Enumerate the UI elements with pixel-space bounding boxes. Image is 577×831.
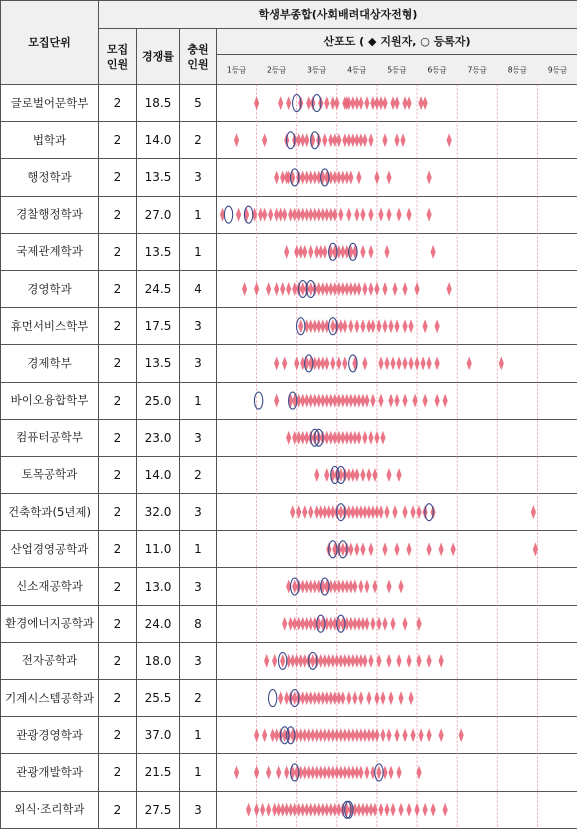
table-row (1, 382, 577, 419)
seats-value: 2 (99, 159, 137, 196)
fill-value: 1 (180, 754, 217, 791)
grade-label: 4등급 (347, 65, 367, 75)
seats-value: 2 (99, 791, 137, 828)
dept-name: 관광개발학과 (1, 754, 99, 791)
dept-name: 법학과 (1, 122, 99, 159)
dept-name: 산업경영공학과 (1, 531, 99, 568)
grade-label: 1등급 (226, 65, 247, 75)
fill-value: 3 (180, 159, 217, 196)
header-track-title: 학생부종합(사회배려대상자전형) (99, 1, 577, 29)
scatter-cell (217, 233, 577, 270)
dept-name: 신소재공학과 (1, 568, 99, 605)
fill-value: 1 (180, 531, 217, 568)
dept-name: 전자공학과 (1, 642, 99, 679)
ratio-value: 18.5 (137, 85, 180, 122)
dept-name: 컴퓨터공학부 (1, 419, 99, 456)
seats-value: 2 (99, 345, 137, 382)
table-row (1, 568, 577, 605)
seats-value: 2 (99, 233, 137, 270)
table-row (1, 680, 577, 717)
header-fill (180, 29, 217, 85)
dept-name: 건축학과(5년제) (1, 494, 99, 531)
scatter-cell (217, 717, 577, 754)
fill-value: 1 (180, 233, 217, 270)
seats-value: 2 (99, 680, 137, 717)
fill-value: 1 (180, 382, 217, 419)
dept-name: 휴먼서비스학부 (1, 308, 99, 345)
grade-label: 6등급 (427, 65, 447, 75)
ratio-value: 21.5 (137, 754, 180, 791)
fill-value: 2 (180, 456, 217, 493)
scatter-cell (217, 568, 577, 605)
table-row (1, 717, 577, 754)
fill-value: 1 (180, 196, 217, 233)
fill-value: 3 (180, 419, 217, 456)
dept-name: 경영학과 (1, 270, 99, 307)
scatter-cell (217, 680, 577, 717)
fill-value: 3 (180, 642, 217, 679)
seats-value: 2 (99, 196, 137, 233)
table-row (1, 122, 577, 159)
grade-label: 8등급 (507, 65, 527, 75)
fill-value: 3 (180, 345, 217, 382)
fill-value: 8 (180, 605, 217, 642)
ratio-value: 13.5 (137, 159, 180, 196)
table-row (1, 494, 577, 531)
grade-label: 7등급 (467, 65, 487, 75)
seats-value: 2 (99, 754, 137, 791)
table-row (1, 754, 577, 791)
table-row (1, 456, 577, 493)
dept-name: 토목공학과 (1, 456, 99, 493)
ratio-value: 14.0 (137, 456, 180, 493)
fill-value: 4 (180, 270, 217, 307)
seats-value: 2 (99, 642, 137, 679)
table-row (1, 196, 577, 233)
header-dept: 모집단위 (1, 1, 99, 85)
ratio-value: 17.5 (137, 308, 180, 345)
scatter-cell (217, 531, 577, 568)
seats-value: 2 (99, 456, 137, 493)
dept-name: 기계시스템공학과 (1, 680, 99, 717)
scatter-cell (217, 122, 577, 159)
dept-name: 환경에너지공학과 (1, 605, 99, 642)
seats-value: 2 (99, 122, 137, 159)
dept-name: 외식·조리학과 (1, 791, 99, 828)
table-row (1, 233, 577, 270)
ratio-value: 13.0 (137, 568, 180, 605)
ratio-value: 11.0 (137, 531, 180, 568)
dept-name: 경제학부 (1, 345, 99, 382)
ratio-value: 13.5 (137, 233, 180, 270)
ratio-value: 14.0 (137, 122, 180, 159)
fill-value: 5 (180, 85, 217, 122)
fill-value: 3 (180, 568, 217, 605)
scatter-cell (217, 159, 577, 196)
dept-name: 경찰행정학과 (1, 196, 99, 233)
seats-value: 2 (99, 568, 137, 605)
ratio-value: 23.0 (137, 419, 180, 456)
fill-value: 3 (180, 308, 217, 345)
ratio-value: 25.5 (137, 680, 180, 717)
ratio-value: 37.0 (137, 717, 180, 754)
fill-value: 3 (180, 494, 217, 531)
header-seats (99, 29, 137, 85)
header-ratio: 경쟁률 (137, 29, 180, 85)
seats-value: 2 (99, 494, 137, 531)
ratio-value: 13.5 (137, 345, 180, 382)
table-row (1, 642, 577, 679)
grade-scale-header (217, 55, 577, 85)
scatter-cell (217, 308, 577, 345)
scatter-cell (217, 456, 577, 493)
dept-name: 행정학과 (1, 159, 99, 196)
table-row (1, 270, 577, 307)
fill-value: 2 (180, 680, 217, 717)
grade-label: 2등급 (267, 65, 287, 75)
scatter-cell (217, 382, 577, 419)
scatter-cell (217, 605, 577, 642)
dept-name: 바이오융합학부 (1, 382, 99, 419)
scatter-cell (217, 85, 577, 122)
scatter-cell (217, 791, 577, 828)
scatter-cell (217, 419, 577, 456)
seats-value: 2 (99, 270, 137, 307)
grade-label: 5등급 (387, 65, 407, 75)
seats-value: 2 (99, 605, 137, 642)
seats-value: 2 (99, 419, 137, 456)
ratio-value: 18.0 (137, 642, 180, 679)
header-fill-line2: 인원 (187, 57, 209, 71)
seats-value: 2 (99, 85, 137, 122)
scatter-cell (217, 494, 577, 531)
table-row (1, 85, 577, 122)
table-row (1, 308, 577, 345)
scatter-cell (217, 754, 577, 791)
header-fill-line1: 충원 (187, 42, 209, 56)
grade-label: 3등급 (307, 65, 327, 75)
fill-value: 1 (180, 717, 217, 754)
dept-name: 관광경영학과 (1, 717, 99, 754)
scatter-cell (217, 196, 577, 233)
scatter-cell (217, 642, 577, 679)
table-row (1, 159, 577, 196)
grade-label: 9등급 (547, 65, 568, 75)
ratio-value: 32.0 (137, 494, 180, 531)
table-row (1, 345, 577, 382)
fill-value: 2 (180, 122, 217, 159)
seats-value: 2 (99, 308, 137, 345)
ratio-value: 24.5 (137, 270, 180, 307)
dept-name: 글로벌어문학부 (1, 85, 99, 122)
table-row (1, 791, 577, 828)
header-scatter-title: 산포도 ( ◆ 지원자, ○ 등록자) (217, 29, 577, 55)
header-seats-line2: 인원 (106, 57, 129, 71)
fill-value: 3 (180, 791, 217, 828)
header-seats-line1: 모집 (106, 42, 129, 56)
ratio-value: 27.0 (137, 196, 180, 233)
seats-value: 2 (99, 531, 137, 568)
table-row (1, 531, 577, 568)
table-row (1, 419, 577, 456)
scatter-cell (217, 270, 577, 307)
ratio-value: 25.0 (137, 382, 180, 419)
ratio-value: 24.0 (137, 605, 180, 642)
seats-value: 2 (99, 382, 137, 419)
ratio-value: 27.5 (137, 791, 180, 828)
dept-name: 국제관계학과 (1, 233, 99, 270)
seats-value: 2 (99, 717, 137, 754)
scatter-cell (217, 345, 577, 382)
table-row (1, 605, 577, 642)
